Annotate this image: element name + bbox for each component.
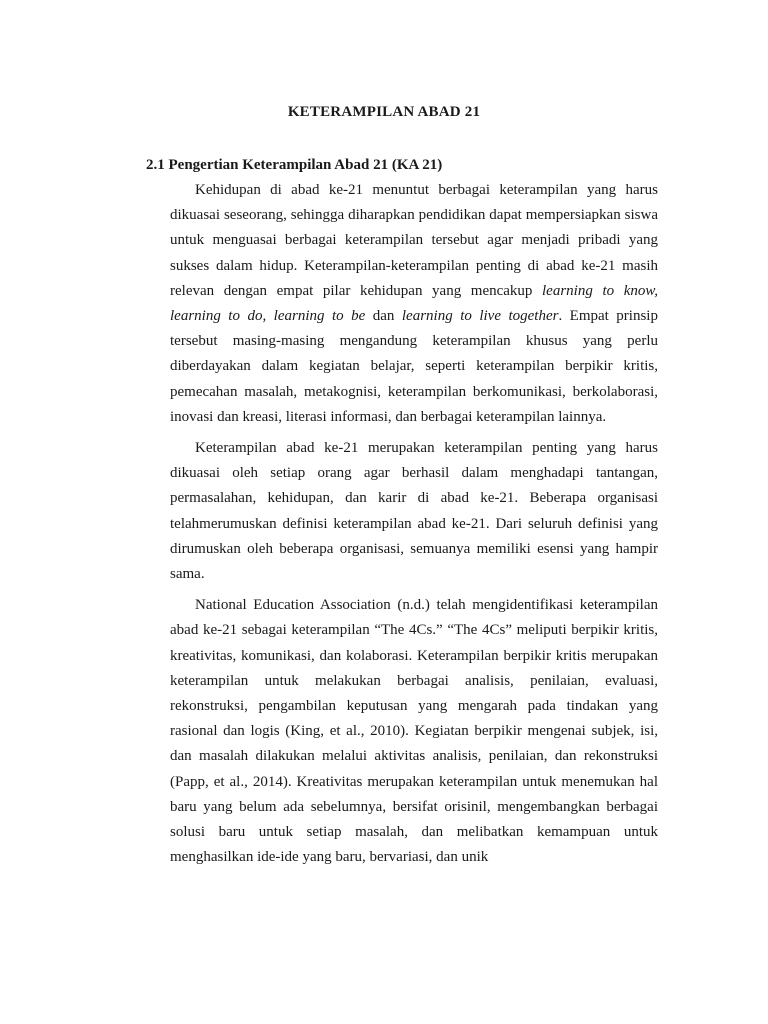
- document-title: KETERAMPILAN ABAD 21: [287, 104, 481, 120]
- paragraph-1-text-b: dan: [365, 308, 402, 325]
- paragraph-3: National Education Association (n.d.) telah mengidentifikasi keterampilan abad ke-21 sebagai keterampilan “The 4Cs.” “The 4Cs” meliputi berpikir kritis, kreativitas, komunikasi, dan kolaborasi. Keterampilan berpikir kritis merupakan keterampilan untuk melakukan berbagai analisis, penilaian, evaluasi, rekonstruksi, pengambilan keputusan yang mengarah pada tindakan yang rasional dan logis (King, et al., 2010). Kegiatan berpikir mengenai subjek, isi, dan masalah dilakukan melalui aktivitas analisis, penilaian, dan rekonstruksi (Papp, et al., 2014). Kreativitas merupakan keterampilan untuk menemukan hal baru yang belum ada sebelumnya, bersifat orisinil, mengembangkan berbagai solusi baru untuk setiap masalah, dan melibatkan kemampuan untuk menghasilkan ide-ide yang baru, bervariasi, dan unik: [170, 597, 658, 866]
- paragraph-1-italic-pillars: learning to know, learning to do, learning to be: [170, 282, 658, 325]
- paragraph-2: Keterampilan abad ke-21 merupakan keterampilan penting yang harus dikuasai oleh setiap orang agar berhasil dalam menghadapi tantangan, permasalahan, kehidupan, dan karir di abad ke-21. Beberapa organisasi telahmerumuskan definisi keterampilan abad ke-21. Dari seluruh definisi yang dirumuskan oleh beberapa organisasi, semuanya memiliki esensi yang hampir sama.: [170, 440, 658, 583]
- paragraph-1-italic-live-together: learning to live together: [401, 308, 559, 325]
- paragraph-1-text-a: Kehidupan di abad ke-21 menuntut berbagai keterampilan yang harus dikuasai seseorang, sehingga diharapkan pendidikan dapat mempersiapkan siswa untuk menguasai berbagai keterampilan tersebut agar menjadi pribadi yang sukses dalam hidup. Keterampilan-keterampilan penting di abad ke-21 masih relevan dengan empat pilar kehidupan yang mencakup: [170, 182, 658, 299]
- paragraph-1-text-c: . Empat prinsip tersebut masing-masing mengandung keterampilan khusus yang perlu diberdayakan dalam kegiatan belajar, seperti keterampilan berpikir kritis, pemecahan masalah, metakognisi, keterampilan berkomunikasi, berkolaborasi, inovasi dan kreasi, literasi informasi, dan berbagai keterampilan lainnya.: [170, 308, 658, 425]
- section-heading: 2.1 Pengertian Keterampilan Abad 21 (KA 21): [146, 157, 443, 173]
- body-text: [170, 178, 658, 876]
- paragraph-1: [170, 178, 658, 430]
